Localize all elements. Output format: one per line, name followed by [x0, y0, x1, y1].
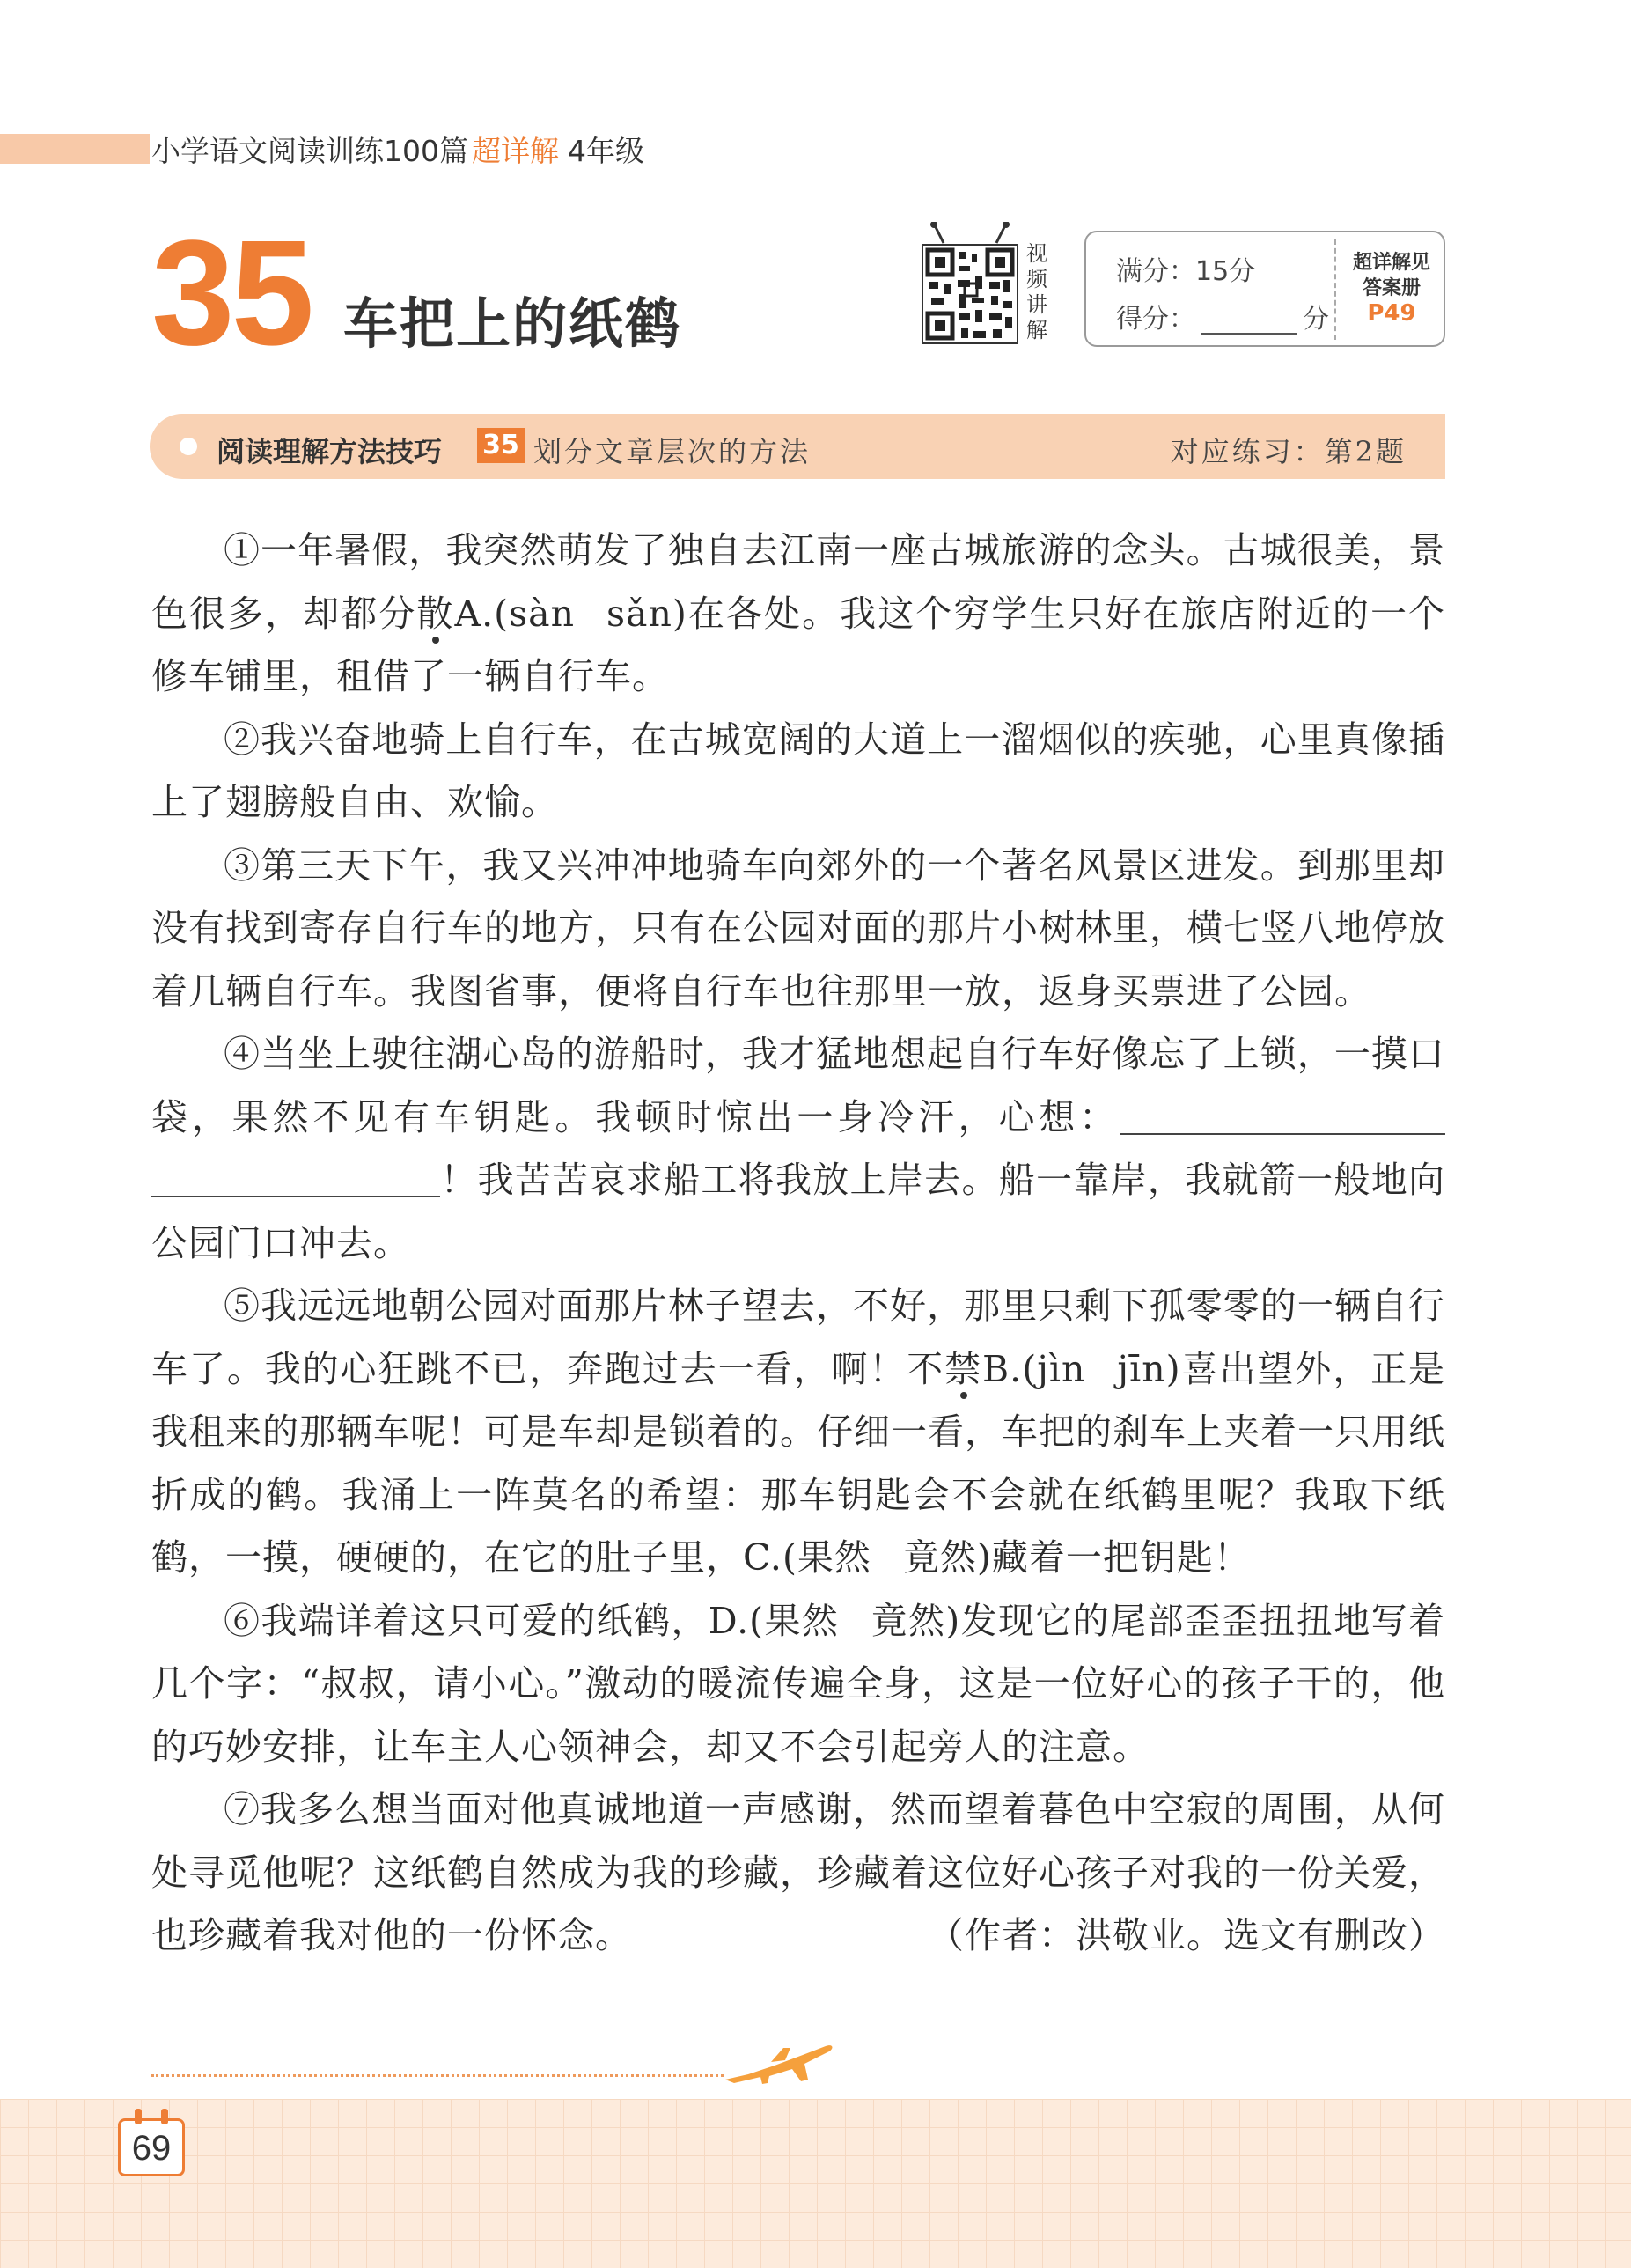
- got-score-label: 得分：: [1116, 304, 1195, 335]
- footer-grid: [0, 2099, 1631, 2268]
- dotted-char-a: 散: [416, 592, 455, 635]
- score-divider: [1334, 239, 1336, 340]
- option-b-first: B.(jìn: [982, 1347, 1086, 1390]
- paragraph-5-text-d: 竟然)藏着一把钥匙！: [902, 1536, 1251, 1579]
- score-info: [1116, 248, 1329, 343]
- answer-ref-line1: 超详解见: [1352, 252, 1430, 274]
- lesson-number: 35: [151, 210, 312, 377]
- answer-blank-1[interactable]: [1120, 1098, 1445, 1135]
- answer-blank-2[interactable]: [151, 1160, 440, 1197]
- paragraph-4-text-b: ！我苦苦哀求船工将我放上岸去。船一靠岸，我就箭一般地向公园门口冲去。: [151, 1159, 1445, 1264]
- dotted-divider: [151, 2074, 724, 2077]
- paragraph-5: [151, 1275, 1445, 1590]
- paragraph-6: [151, 1590, 1445, 1779]
- book-tag: 超详解: [472, 134, 559, 168]
- answer-page-ref: P49: [1367, 300, 1416, 327]
- qr-code-icon: [921, 222, 1019, 347]
- score-box: [1084, 231, 1445, 347]
- paragraph-5-text-c: jīn)喜出望外，正是我租来的那辆车呢！可是车却是锁着的。仔细一看，车把的刹车上夹着一只用纸折成的鹤。我涌上一阵莫名的希望：那车钥匙会不会就在纸鹤里呢？我取下纸鹤，一摸，硬硬的，在它的肚子里，C.(果然: [151, 1347, 1446, 1579]
- book-title-text: 小学语文阅读训练100篇: [151, 134, 468, 168]
- paragraph-1-text-c: sǎn)在各处。我这个穷学生只好在旅店附近的一个修车铺里，租借了一辆自行车。: [151, 592, 1446, 697]
- grade-label: 4年级: [568, 134, 644, 168]
- paragraph-7-text: ⑦我多么想当面对他真诚地道一声感谢，然而望着暮色中空寂的周围，从何处寻觅他呢？这纸鹤自然成为我的珍藏，珍藏着这位好心孩子对我的一份关爱，也珍藏着我对他的一份怀念。: [151, 1788, 1445, 1956]
- paragraph-4: [151, 1023, 1445, 1275]
- video-qr-code[interactable]: [921, 222, 1019, 347]
- method-number: 35: [477, 428, 525, 463]
- method-banner: [150, 414, 1445, 479]
- paragraph-2: ②我兴奋地骑上自行车，在古城宽阔的大道上一溜烟似的疾驰，心里真像插上了翅膀般自由、欢愉。: [151, 718, 1445, 823]
- method-topic: 划分文章层次的方法: [533, 435, 812, 468]
- lesson-title: 车把上的纸鹤: [343, 291, 682, 356]
- option-a-first: A.(sàn: [454, 592, 575, 635]
- header-accent-bar: [0, 134, 150, 164]
- reading-passage: [151, 519, 1445, 1968]
- answer-ref-line2: 答案册: [1362, 277, 1421, 299]
- paragraph-1-text-a: ①一年暑假，我突然萌发了独自去江南一座古城旅游的念头。古城很美，景色很多，却都分: [151, 529, 1445, 635]
- paragraph-6-text-a: ⑥我端详着这只可爱的纸鹤，D.(果然: [224, 1599, 840, 1642]
- paragraph-5-text-a: ⑤我远远地朝公园对面那片林子望去，不好，那里只剩下孤零零的一辆自行车了。我的心狂跳不已，奔跑过去一看，啊！不: [151, 1285, 1445, 1390]
- airplane-icon: [722, 2036, 836, 2088]
- got-score-unit: 分: [1303, 304, 1329, 335]
- paragraph-1: [151, 519, 1445, 709]
- paragraph-6-text-b: 竟然)发现它的尾部歪歪扭扭地写着几个字：“叔叔，请小心。”激动的暖流传遍全身，这是一位好心的孩子干的，他的巧妙安排，让车主人心领神会，却又不会引起旁人的注意。: [151, 1599, 1445, 1768]
- bullet-icon: [180, 438, 197, 455]
- answer-reference: [1340, 250, 1444, 327]
- method-label: 阅读理解方法技巧: [217, 435, 443, 468]
- full-score: 满分：15分: [1116, 256, 1256, 287]
- practice-reference: 对应练习：第2题: [1170, 435, 1407, 468]
- video-label: 视频讲解: [1026, 241, 1047, 342]
- paragraph-4-text-a: ④当坐上驶往湖心岛的游船时，我才猛地想起自行车好像忘了上锁，一摸口袋，果然不见有车钥匙。我顿时惊出一身冷汗，心想：: [151, 1033, 1445, 1138]
- paragraph-7: [151, 1778, 1445, 1968]
- dotted-char-b: 禁: [944, 1347, 983, 1390]
- book-title: [151, 129, 644, 170]
- page-number: 69: [118, 2118, 185, 2176]
- got-score-row: [1116, 296, 1329, 343]
- source-credit: （作者：洪敬业。选文有删改）: [928, 1914, 1445, 1956]
- paragraph-3: ③第三天下午，我又兴冲冲地骑车向郊外的一个著名风景区进发。到那里却没有找到寄存自行车的地方，只有在公园对面的那片小树林里，横七竖八地停放着几辆自行车。我图省事，便将自行车也往那里一放，返身买票进了公园。: [151, 843, 1445, 1012]
- score-blank[interactable]: [1201, 306, 1297, 335]
